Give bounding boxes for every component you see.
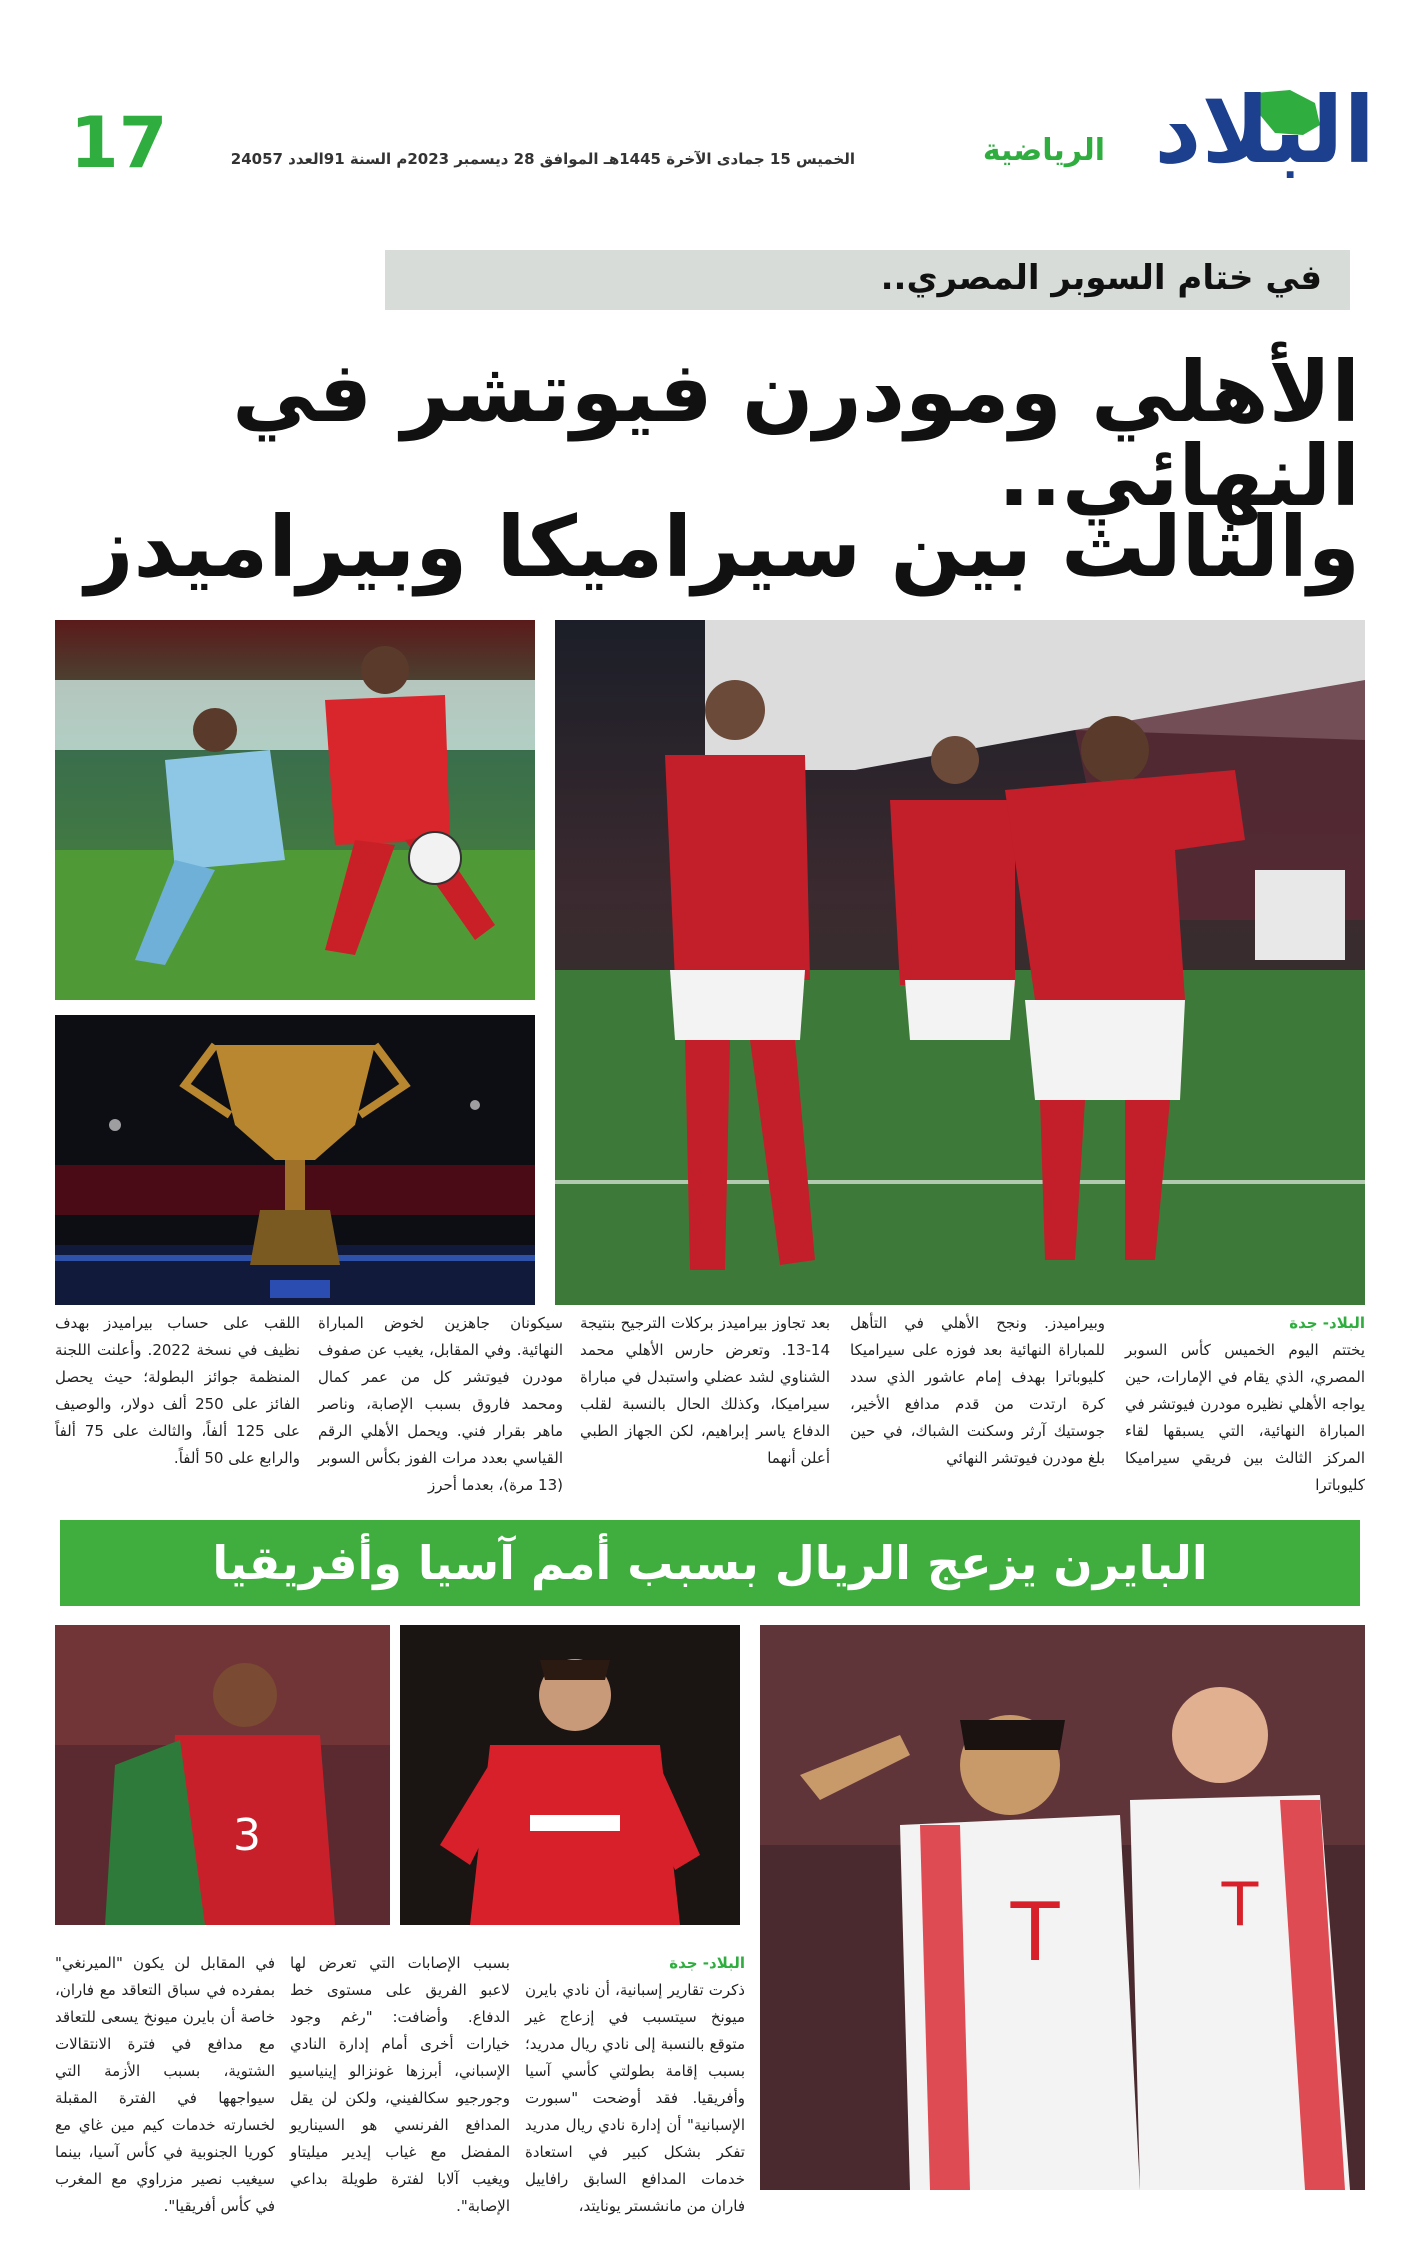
- story1-col1-text: يختتم اليوم الخميس كأس السوبر المصري، الذي يقام في الإمارات، حين يواجه الأهلي نظيره مودرن فيوتشر في المباراة النهائية، التي يسبقها لقاء المركز الثالث بين فريقي سيراميكا كليوباترا: [1125, 1341, 1365, 1494]
- svg-text:T: T: [1010, 1886, 1060, 1979]
- photo-mazraoui: [55, 1625, 390, 1925]
- photo-main: [555, 620, 1365, 1305]
- story1-kicker: في ختام السوبر المصري..: [880, 258, 1322, 298]
- story1-byline: البلاد- جدة: [1289, 1314, 1365, 1332]
- story2-headline-bar: [60, 1520, 1360, 1606]
- story2-col2: بسبب الإصابات التي تعرض لها لاعبو الفريق على مستوى خط الدفاع. وأضافت: "رغم وجود خيارات أخرى أمام إدارة النادي الإسباني، أبرزها غونزالو إينياسيو وجورجيو سكالفيني، ولكن لن يقل المدافع الفرنسي هو السيناريو المفضل مع غياب إيدير ميليتاو ويغيب آلابا لفترة طويلة بداعي الإصابة".: [290, 1954, 510, 2215]
- photo-match: [55, 620, 535, 1000]
- story2-headline: البايرن يزعج الريال بسبب أمم آسيا وأفريقيا: [212, 1536, 1208, 1590]
- newspaper-logo: [1115, 77, 1375, 195]
- story1-col4: سيكونان جاهزين لخوض المباراة النهائية. وفي المقابل، يغيب عن صفوف مودرن فيوتشر كل من عمر كمال ومحمد فاروق بسبب الإصابة، وناصر ماهر بقرار فني. ويحمل الأهلي الرقم القياسي بعدد مرات الفوز بكأس السوبر (13 مرة)، بعدما أحرز: [318, 1314, 563, 1494]
- story1-headline-line1: الأهلي ومودرن فيوتشر في النهائي..: [232, 343, 1360, 525]
- dateline: الخميس 15 جمادى الآخرة 1445هـ الموافق 28 ديسمبر 2023م السنة 91العدد 24057: [230, 150, 855, 168]
- story2-col1: [525, 1950, 745, 2220]
- story1-col3: بعد تجاوز بيراميدز بركلات الترجيح بنتيجة 14-13. وتعرض حارس الأهلي محمد الشناوي لشد عضلي واستبدل في مباراة سيراميكا، وكذلك الحال بالنسبة لقلب الدفاع ياسر إبراهيم، لكن الجهاز الطبي أعلن أنهما: [580, 1314, 830, 1467]
- story1-headline-line2: والثالث بين سيراميكا وبيراميدز: [85, 498, 1360, 596]
- svg-text:3: 3: [233, 1810, 261, 1861]
- story2-byline: البلاد- جدة: [669, 1954, 745, 1972]
- kicker-bar: [385, 250, 1350, 310]
- section-name: الرياضية: [982, 133, 1105, 168]
- photo-bayern: [760, 1625, 1365, 2190]
- svg-text:T: T: [1221, 1870, 1259, 1940]
- story1-col2: وبيراميدز. ونجح الأهلي في التأهل للمباراة النهائية بعد فوزه على سيراميكا كليوباترا بهدف إمام عاشور الذي سدد كرة ارتدت من قدم مدافع الأخير، جوستيك آرثر وسكنت الشباك، في حين بلغ مودرن فيوتشر النهائي: [850, 1314, 1105, 1467]
- logo-text: البلاد: [1154, 77, 1375, 184]
- photo-trophy: [55, 1015, 535, 1305]
- story2-col1-text: ذكرت تقارير إسبانية، أن نادي بايرن ميونخ سيتسبب في إزعاج غير متوقع بالنسبة إلى نادي ريال مدريد؛ بسبب إقامة بطولتي كأسي آسيا وأفريقيا. فقد أوضحت "سبورت الإسبانية" أن إدارة نادي ريال مدريد تفكر بشكل كبير في استعادة خدمات المدافع السابق رافاييل فاران من مانشستر يونايتد،: [525, 1981, 745, 2215]
- story2-col3: في المقابل لن يكون "الميرنغي" بمفرده في سباق التعاقد مع فاران، خاصة أن بايرن ميونخ يسعى للتعاقد مع مدافع في فترة الانتقالات الشتوية، بسبب الأزمة التي سيواجهها في الفترة المقبلة لخسارته خدمات كيم مين غاي مع كوريا الجنوبية في كأس آسيا، بينما سيغيب نصير مزراوي مع المغرب في كأس أفريقيا".: [55, 1954, 275, 2215]
- story1-col5: اللقب على حساب بيراميدز بهدف نظيف في نسخة 2022. وأعلنت اللجنة المنظمة جوائز البطولة؛ حيث يحصل الفائز على 250 ألف دولار، والوصيف على 125 ألفاً، والثالث على 75 ألفاً والرابع على 50 ألفاً.: [55, 1314, 300, 1467]
- story1-col1: [1125, 1310, 1365, 1499]
- photo-varane: [400, 1625, 740, 1925]
- page-number: 17: [70, 102, 168, 184]
